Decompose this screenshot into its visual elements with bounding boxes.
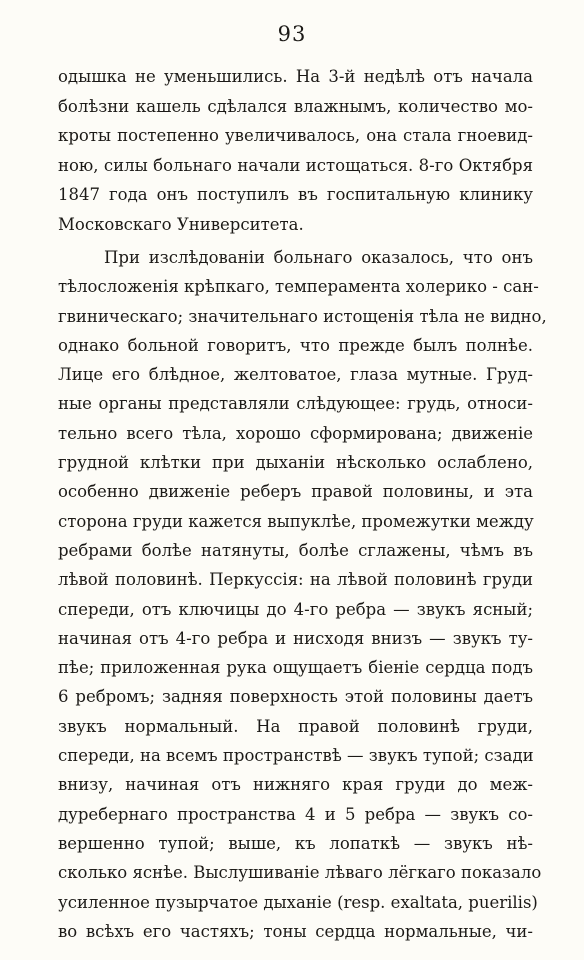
text-line: грудной клѣтки при дыханіи нѣсколько ослаблено, [58,453,533,473]
text-line: начиная отъ 4-го ребра и нисходя внизъ — звукъ ту- [58,628,533,648]
text-line: 1847 года онъ поступилъ въ госпитальную клинику [58,185,533,205]
text-line: одышка не уменьшились. На 3-й недѣлѣ отъ начала [58,67,533,86]
text-line: ребрами болѣе натянуты, болѣе сглажены, чѣмъ въ [58,540,533,560]
text-line: сторона груди кажется выпуклѣе, промежутки между [58,511,534,531]
text-line: особенно движеніе реберъ правой половины, и эта [58,482,533,502]
text-line: спереди, отъ ключицы до 4-го ребра — звукъ ясный; [58,599,533,619]
page-number: 93 [277,22,307,46]
text-line: болѣзни кашель сдѣлался влажнымъ, количество мо- [58,96,533,116]
paragraph-1 [58,62,533,240]
text-line: 6 ребромъ; задняя поверхность этой половины даетъ [58,687,533,707]
paragraph-2 [58,243,547,946]
text-line: сколько яснѣе. Выслушиваніе лѣваго лёгкаго показало [58,863,542,883]
text-line: во всѣхъ его частяхъ; тоны сердца нормальные, чи- [58,921,533,941]
text-line: лѣвой половинѣ. Перкуссія: на лѣвой половинѣ груди [58,570,533,590]
text-line: ные органы представляли слѣдующее: грудь, относи- [58,394,533,414]
text-line: однако больной говоритъ, что прежде былъ полнѣе. [58,335,533,355]
text-line: тѣлосложенія крѣпкаго, темперамента холерико - сан- [58,277,539,297]
text-line: внизу, начиная отъ нижняго края груди до меж- [58,775,533,795]
text-line: дуребернаго пространства 4 и 5 ребра — звукъ со- [58,804,533,824]
text-line: гвиническаго; значительнаго истощенія тѣла не видно, [58,306,547,326]
text-line: кроты постепенно увеличивалось, она стала гноевид- [58,126,533,146]
text-line: ною, силы больнаго начали истощаться. 8-го Октября [58,155,533,175]
text-line: При изслѣдованіи больнаго оказалось, что онъ [104,248,533,267]
text-line: спереди, на всемъ пространствѣ — звукъ тупой; сзади [58,746,534,766]
text-line: звукъ нормальный. На правой половинѣ груди, [58,716,533,736]
text-line: тельно всего тѣла, хорошо сформирована; движеніе [58,423,533,443]
text-line: усиленное пузырчатое дыханіе (resp. exaltata, puerilis) [58,892,538,912]
text-line: Московскаго Университета. [58,214,304,234]
text-line: Лице его блѣдное, желтоватое, глаза мутные. Груд- [58,365,533,385]
text-line: пѣе; приложенная рука ощущаетъ біеніе сердца подъ [58,658,533,678]
text-line: вершенно тупой; выше, къ лопаткѣ — звукъ нѣ- [58,833,533,853]
